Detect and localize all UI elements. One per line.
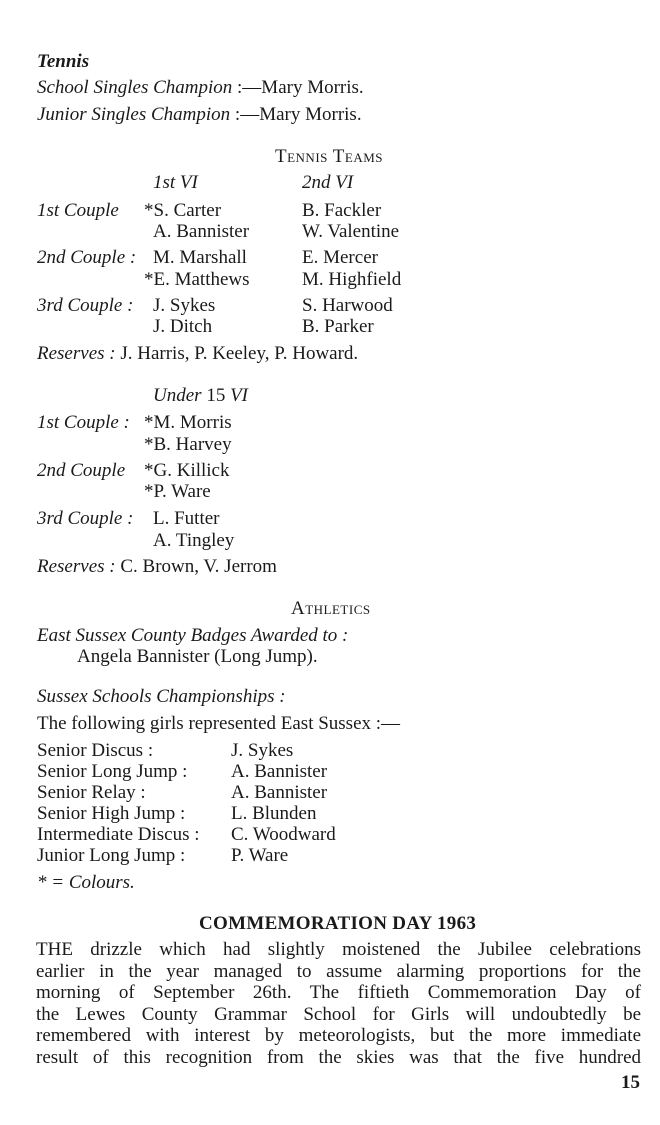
under15-heading-num: 15 — [206, 385, 226, 406]
under15-reserves-value: C. Brown, V. Jerrom — [120, 556, 277, 577]
first-vi-heading: 1st VI — [153, 172, 198, 193]
under15-couple-label: 2nd Couple — [37, 460, 126, 481]
under15-reserves-label: Reserves : — [37, 556, 116, 577]
under15-player: L. Futter — [153, 508, 220, 529]
event-label: Junior Long Jump : — [37, 845, 186, 866]
team-reserves-line — [37, 343, 358, 365]
page-number: 15 — [621, 1072, 640, 1093]
commemoration-heading: COMMEMORATION DAY 1963 — [199, 913, 477, 934]
team-player: B. Fackler — [302, 200, 382, 221]
team-player: E. Mercer — [302, 247, 378, 268]
junior-singles-value: :—Mary Morris. — [234, 104, 362, 125]
second-vi-heading: 2nd VI — [302, 172, 354, 193]
event-label: Senior Discus : — [37, 740, 154, 761]
event-label: Senior High Jump : — [37, 803, 186, 824]
tennis-heading: Tennis — [37, 51, 90, 72]
event-name: L. Blunden — [231, 803, 317, 824]
team-reserves-value: J. Harris, P. Keeley, P. Howard. — [120, 343, 359, 364]
event-label: Senior Relay : — [37, 782, 146, 803]
under15-heading-prefix: Under — [153, 385, 202, 406]
under15-player: *M. Morris — [144, 412, 232, 433]
under15-heading — [153, 385, 248, 407]
badges-value: Angela Bannister (Long Jump). — [77, 646, 318, 667]
school-singles-value: :—Mary Morris. — [237, 77, 364, 98]
paragraph-line: earlier in the year managed to assume alarming proportions for the — [36, 960, 641, 982]
event-label: Senior Long Jump : — [37, 761, 188, 782]
commemoration-paragraph — [36, 939, 641, 1069]
under15-player: *B. Harvey — [144, 434, 232, 455]
team-player: S. Harwood — [302, 295, 393, 316]
under15-heading-suffix: VI — [230, 385, 248, 406]
under15-player: *P. Ware — [144, 481, 211, 502]
team-couple-label: 2nd Couple : — [37, 247, 137, 268]
paragraph-line: the Lewes County Grammar School for Girls will undoubtedly be — [36, 1003, 641, 1025]
team-player: *S. Carter — [144, 200, 222, 221]
junior-singles-line — [37, 104, 362, 126]
team-player: B. Parker — [302, 316, 374, 337]
team-reserves-label: Reserves : — [37, 343, 116, 364]
under15-player: *G. Killick — [144, 460, 230, 481]
team-player: M. Marshall — [153, 247, 247, 268]
event-name: A. Bannister — [231, 782, 328, 803]
team-couple-label: 1st Couple — [37, 200, 119, 221]
school-singles-line — [37, 77, 364, 99]
team-player: M. Highfield — [302, 269, 402, 290]
junior-singles-label: Junior Singles Champion — [37, 104, 231, 125]
team-couple-label: 3rd Couple : — [37, 295, 134, 316]
represented-text: The following girls represented East Sussex :— — [37, 713, 401, 734]
event-name: P. Ware — [231, 845, 289, 866]
team-player: A. Bannister — [153, 221, 250, 242]
championships-label: Sussex Schools Championships : — [37, 686, 286, 707]
team-player: J. Sykes — [153, 295, 216, 316]
school-singles-label: School Singles Champion — [37, 77, 233, 98]
team-player: W. Valentine — [302, 221, 400, 242]
tennis-teams-heading: Tennis Teams — [275, 146, 384, 167]
paragraph-line: morning of September 26th. The fiftieth Commemoration Day of — [36, 982, 641, 1004]
paragraph-line: remembered with interest by meteorologists, but the more immediate — [36, 1025, 641, 1047]
colours-note: * = Colours. — [37, 872, 135, 893]
event-name: A. Bannister — [231, 761, 328, 782]
event-name: C. Woodward — [231, 824, 336, 845]
event-name: J. Sykes — [231, 740, 294, 761]
under15-couple-label: 3rd Couple : — [37, 508, 134, 529]
team-player: *E. Matthews — [144, 269, 250, 290]
under15-player: A. Tingley — [153, 530, 235, 551]
team-player: J. Ditch — [153, 316, 213, 337]
athletics-heading: Athletics — [291, 598, 371, 619]
paragraph-line: THE drizzle which had slightly moistened the Jubilee celebrations — [36, 939, 641, 960]
event-label: Intermediate Discus : — [37, 824, 200, 845]
under15-couple-label: 1st Couple : — [37, 412, 130, 433]
under15-reserves-line — [37, 556, 277, 578]
paragraph-line: result of this recognition from the skies was that the five hundred — [36, 1046, 641, 1068]
badges-label: East Sussex County Badges Awarded to : — [37, 625, 349, 646]
